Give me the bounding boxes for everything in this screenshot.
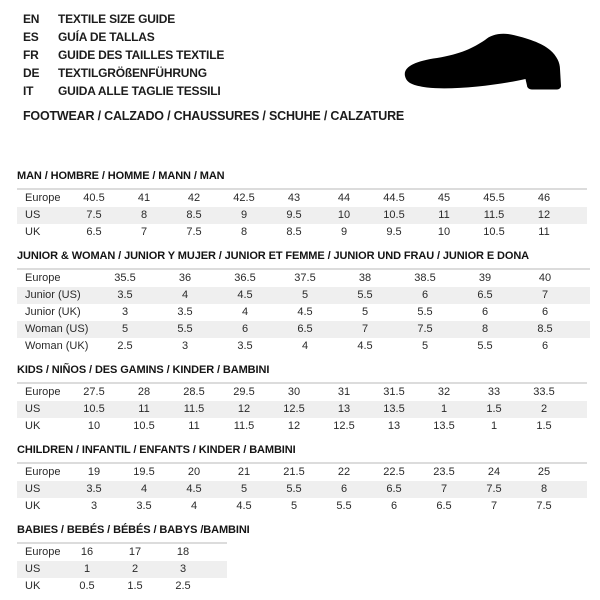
row-label: UK: [25, 226, 41, 238]
size-row: [17, 578, 227, 595]
size-row: [17, 463, 587, 481]
size-cell: 1: [490, 420, 498, 432]
row-label: UK: [25, 500, 41, 512]
size-cell: 11: [119, 401, 169, 418]
size-cell: 31: [337, 386, 351, 398]
size-cell: 7.5: [186, 226, 202, 238]
size-row: [17, 481, 587, 498]
size-cell: 17: [128, 546, 142, 558]
size-cell: 4: [155, 287, 215, 304]
size-cell: 21: [237, 466, 251, 478]
size-cell: 12: [287, 420, 301, 432]
size-row: [17, 207, 587, 224]
language-row: [23, 10, 393, 28]
size-table: [17, 188, 587, 241]
size-cell: 5.5: [155, 321, 215, 338]
size-cell: 39: [478, 272, 492, 284]
row-label: US: [17, 207, 69, 224]
size-cell: 25: [537, 466, 551, 478]
section-title: CHILDREN / INFANTIL / ENFANTS / KINDER / BAMBINI: [17, 444, 296, 456]
size-cell: 42: [187, 192, 201, 204]
size-section: [17, 170, 595, 241]
size-cell: 7: [490, 500, 498, 512]
size-table: [17, 462, 587, 515]
spacer-cell: [207, 578, 227, 595]
spacer-cell: [575, 304, 590, 321]
spacer-cell: [575, 338, 590, 355]
language-label: TEXTILE SIZE GUIDE: [58, 12, 176, 26]
size-row: [17, 383, 587, 401]
size-section: [17, 524, 595, 595]
size-cell: 5: [95, 321, 155, 338]
size-cell: 42.5: [233, 192, 255, 204]
spacer-cell: [569, 498, 587, 515]
size-cell: 8: [455, 321, 515, 338]
size-cell: 4: [241, 306, 249, 318]
size-cell: 13.5: [369, 401, 419, 418]
row-label: Junior (US): [17, 287, 95, 304]
size-cell: 38.5: [414, 272, 436, 284]
row-label: US: [17, 481, 69, 498]
size-cell: 40.5: [83, 192, 105, 204]
size-cell: 22.5: [383, 466, 405, 478]
size-cell: 12: [519, 207, 569, 224]
row-label: Woman (UK): [25, 340, 89, 352]
size-row: [17, 498, 587, 515]
size-cell: 6.5: [455, 287, 515, 304]
size-cell: 2.5: [175, 580, 191, 592]
spacer-cell: [575, 287, 590, 304]
size-cell: 7.5: [536, 500, 552, 512]
size-cell: 37.5: [294, 272, 316, 284]
size-cell: 9.5: [269, 207, 319, 224]
row-label: UK: [25, 580, 41, 592]
size-cell: 12.5: [269, 401, 319, 418]
size-cell: 7.5: [469, 481, 519, 498]
size-cell: 11.5: [469, 207, 519, 224]
size-cell: 3: [181, 340, 189, 352]
size-cell: 10: [319, 207, 369, 224]
size-cell: 5: [421, 340, 429, 352]
size-row: [17, 269, 590, 287]
size-cell: 3: [90, 500, 98, 512]
size-cell: 1: [419, 401, 469, 418]
size-section: [17, 364, 595, 435]
size-cell: 2: [111, 561, 159, 578]
spacer-cell: [575, 321, 590, 338]
size-cell: 33.5: [533, 386, 555, 398]
size-cell: 5.5: [269, 481, 319, 498]
size-cell: 11: [419, 207, 469, 224]
size-row: [17, 304, 590, 321]
size-cell: 4.5: [236, 500, 252, 512]
size-cell: 6: [541, 340, 549, 352]
size-cell: 13: [319, 401, 369, 418]
row-label: US: [17, 401, 69, 418]
size-cell: 27.5: [83, 386, 105, 398]
size-tables: [17, 170, 595, 600]
size-cell: 11.5: [233, 420, 255, 432]
size-cell: 5.5: [335, 287, 395, 304]
language-row: [23, 46, 393, 64]
size-cell: 1.5: [469, 401, 519, 418]
language-label: GUIDA ALLE TAGLIE TESSILI: [58, 84, 221, 98]
header: [23, 10, 405, 125]
size-cell: 28.5: [183, 386, 205, 398]
size-cell: 18: [176, 546, 190, 558]
size-cell: 20: [187, 466, 201, 478]
spacer-cell: [569, 481, 587, 498]
size-cell: 10.5: [369, 207, 419, 224]
size-cell: 4: [190, 500, 198, 512]
section-title: JUNIOR & WOMAN / JUNIOR Y MUJER / JUNIOR ET FEMME / JUNIOR UND FRAU / JUNIOR E DONA: [17, 250, 530, 262]
size-cell: 11: [538, 226, 550, 238]
size-cell: 7.5: [395, 321, 455, 338]
size-row: [17, 338, 590, 355]
size-cell: 35.5: [114, 272, 136, 284]
size-cell: 13: [387, 420, 401, 432]
size-cell: 5.5: [336, 500, 352, 512]
size-cell: 4: [119, 481, 169, 498]
size-section: [17, 250, 595, 355]
size-cell: 3.5: [69, 481, 119, 498]
size-cell: 21.5: [283, 466, 305, 478]
row-label: US: [17, 561, 63, 578]
row-label: Europe: [25, 546, 61, 558]
size-cell: 8: [519, 481, 569, 498]
size-cell: 46: [537, 192, 551, 204]
size-row: [17, 418, 587, 435]
size-cell: 10: [437, 226, 451, 238]
spacer-cell: [569, 224, 587, 241]
size-table: [17, 268, 590, 355]
size-cell: 8.5: [515, 321, 575, 338]
size-cell: 6: [481, 306, 489, 318]
language-label: GUIDE DES TAILLES TEXTILE: [58, 48, 225, 62]
size-cell: 28: [137, 386, 151, 398]
size-cell: 9: [219, 207, 269, 224]
spacer-cell: [569, 189, 587, 207]
size-cell: 6.5: [275, 321, 335, 338]
size-cell: 3.5: [237, 340, 253, 352]
language-code: FR: [23, 48, 39, 62]
size-cell: 10: [87, 420, 101, 432]
size-row: [17, 189, 587, 207]
shoe-icon: [399, 32, 573, 94]
size-cell: 32: [437, 386, 451, 398]
spacer-cell: [575, 269, 590, 287]
row-label: Europe: [25, 466, 61, 478]
language-code: EN: [23, 12, 40, 26]
size-cell: 4.5: [357, 340, 373, 352]
size-cell: 31.5: [383, 386, 405, 398]
language-code: ES: [23, 30, 39, 44]
size-cell: 11.5: [169, 401, 219, 418]
size-cell: 23.5: [433, 466, 455, 478]
size-cell: 6: [390, 500, 398, 512]
size-cell: 38: [358, 272, 372, 284]
size-cell: 12: [219, 401, 269, 418]
language-row: [23, 64, 393, 82]
row-label: Europe: [25, 192, 61, 204]
size-cell: 2.5: [117, 340, 133, 352]
size-cell: 0.5: [79, 580, 95, 592]
language-list: [23, 10, 393, 100]
size-cell: 30: [287, 386, 301, 398]
size-cell: 6.5: [86, 226, 102, 238]
category-line: FOOTWEAR / CALZADO / CHAUSSURES / SCHUHE / CALZATURE: [23, 109, 405, 123]
size-cell: 10.5: [133, 420, 155, 432]
size-cell: 5.5: [477, 340, 493, 352]
size-cell: 5: [361, 306, 369, 318]
size-cell: 6: [541, 306, 549, 318]
size-cell: 5: [219, 481, 269, 498]
size-cell: 1.5: [127, 580, 143, 592]
row-label: UK: [25, 420, 41, 432]
size-section: [17, 444, 595, 515]
language-code: IT: [23, 84, 34, 98]
size-row: [17, 287, 590, 304]
spacer-cell: [569, 401, 587, 418]
size-cell: 8.5: [169, 207, 219, 224]
size-cell: 6: [319, 481, 369, 498]
size-cell: 6: [215, 321, 275, 338]
size-cell: 10.5: [69, 401, 119, 418]
size-cell: 2: [519, 401, 569, 418]
size-cell: 29.5: [233, 386, 255, 398]
size-cell: 3.5: [177, 306, 193, 318]
size-cell: 3.5: [95, 287, 155, 304]
size-cell: 40: [538, 272, 552, 284]
size-cell: 5: [290, 500, 298, 512]
size-cell: 8: [240, 226, 248, 238]
size-cell: 4.5: [169, 481, 219, 498]
size-cell: 11: [188, 420, 200, 432]
size-cell: 7.5: [69, 207, 119, 224]
size-row: [17, 561, 227, 578]
size-cell: 4.5: [215, 287, 275, 304]
row-label: Europe: [25, 272, 61, 284]
size-cell: 8.5: [286, 226, 302, 238]
size-row: [17, 401, 587, 418]
size-cell: 13.5: [433, 420, 455, 432]
size-cell: 44.5: [383, 192, 405, 204]
section-title: BABIES / BEBÉS / BÉBÉS / BABYS /BAMBINI: [17, 524, 250, 536]
language-code: DE: [23, 66, 40, 80]
size-cell: 6.5: [436, 500, 452, 512]
language-label: TEXTILGRÖßENFÜHRUNG: [58, 66, 207, 80]
section-title: KIDS / NIÑOS / DES GAMINS / KINDER / BAMBINI: [17, 364, 270, 376]
size-table: [17, 382, 587, 435]
spacer-cell: [569, 463, 587, 481]
spacer-cell: [207, 543, 227, 561]
size-cell: 8: [119, 207, 169, 224]
size-cell: 19.5: [133, 466, 155, 478]
size-cell: 19: [87, 466, 101, 478]
size-cell: 6: [395, 287, 455, 304]
size-cell: 7: [335, 321, 395, 338]
size-row: [17, 224, 587, 241]
row-label: Europe: [25, 386, 61, 398]
size-row: [17, 321, 590, 338]
size-cell: 12.5: [333, 420, 355, 432]
size-cell: 7: [419, 481, 469, 498]
size-cell: 45: [437, 192, 451, 204]
spacer-cell: [569, 383, 587, 401]
size-cell: 3: [159, 561, 207, 578]
size-table: [17, 542, 227, 595]
size-cell: 10.5: [483, 226, 505, 238]
size-cell: 7: [140, 226, 148, 238]
size-cell: 45.5: [483, 192, 505, 204]
size-cell: 3: [121, 306, 129, 318]
spacer-cell: [207, 561, 227, 578]
size-cell: 4: [301, 340, 309, 352]
size-cell: 36.5: [234, 272, 256, 284]
size-cell: 1.5: [536, 420, 552, 432]
language-row: [23, 82, 393, 100]
size-cell: 9: [340, 226, 348, 238]
size-cell: 1: [63, 561, 111, 578]
spacer-cell: [569, 418, 587, 435]
size-cell: 33: [487, 386, 501, 398]
row-label: Woman (US): [17, 321, 95, 338]
size-cell: 3.5: [136, 500, 152, 512]
size-cell: 7: [515, 287, 575, 304]
size-row: [17, 543, 227, 561]
size-cell: 41: [137, 192, 151, 204]
section-title: MAN / HOMBRE / HOMME / MANN / MAN: [17, 170, 225, 182]
size-cell: 5: [275, 287, 335, 304]
language-label: GUÍA DE TALLAS: [58, 30, 155, 44]
size-cell: 16: [80, 546, 94, 558]
spacer-cell: [569, 207, 587, 224]
row-label: Junior (UK): [25, 306, 81, 318]
size-cell: 4.5: [297, 306, 313, 318]
language-row: [23, 28, 393, 46]
size-cell: 43: [287, 192, 301, 204]
size-cell: 22: [337, 466, 351, 478]
size-cell: 9.5: [386, 226, 402, 238]
size-cell: 36: [178, 272, 192, 284]
size-cell: 5.5: [417, 306, 433, 318]
size-cell: 6.5: [369, 481, 419, 498]
size-cell: 24: [487, 466, 501, 478]
size-cell: 44: [337, 192, 351, 204]
